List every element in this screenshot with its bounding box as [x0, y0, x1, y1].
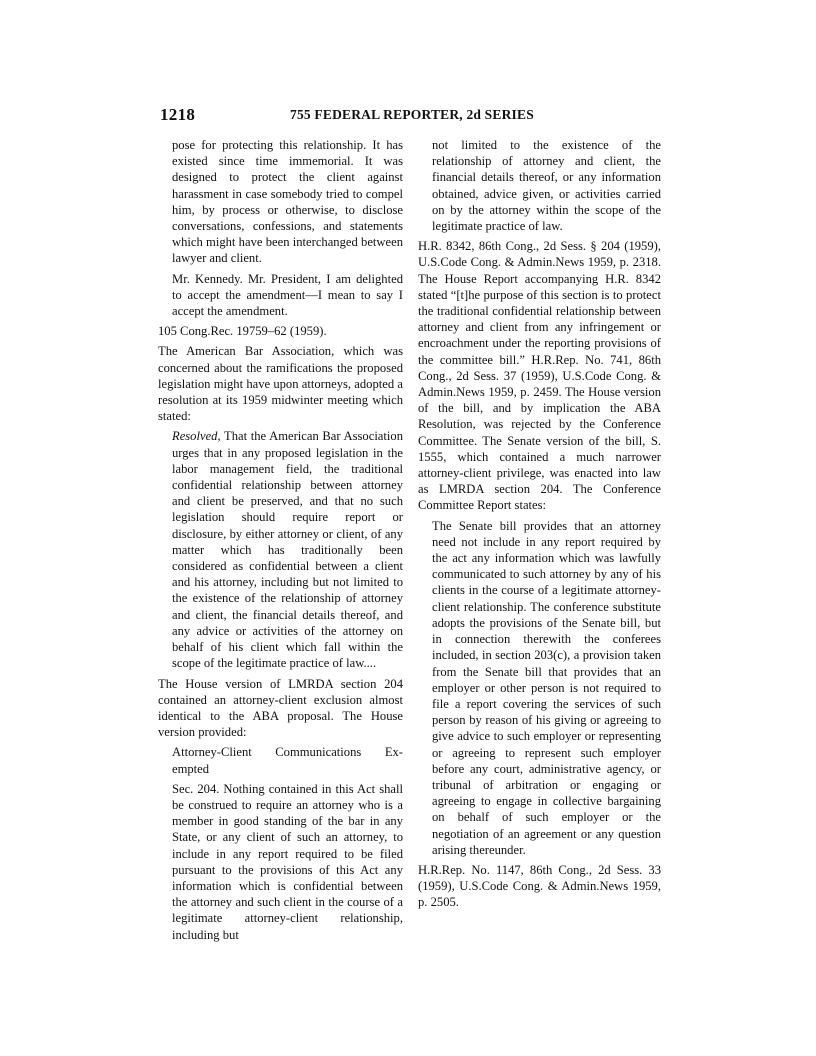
house-report-paragraph: H.R. 8342, 86th Cong., 2d Sess. § 204 (1959), U.S.Code Cong. & Admin.News 1959, p. 2318. The House Report accompanying H.R. 8342 stated “[t]he purpose of this section is to protect the traditional confidential relationship between attorney and client from any infringement or encroachment under the reporting provisions of the committee bill.” H.R.Rep. No. 741, 86th Cong., 2d Sess. 37 (1959), U.S.Code Cong. & Admin.News 1959, p. 2459. The House version of the bill, and by implication the ABA Resolution, was rejected by the Conference Committee. The Senate version of the bill, S. 1555, which contained a much narrower attorney-client privilege, was enacted into law as LMRDA section 204. The Conference Committee Report states: — [418, 239, 661, 513]
congressional-record-citation: 105 Cong.Rec. 19759–62 (1959). — [158, 324, 327, 339]
kennedy-remark: Mr. Kennedy. Mr. President, I am delighted to accept the amendment—I mean to say I accept the amendment. — [172, 271, 403, 319]
running-head: 755 FEDERAL REPORTER, 2d SERIES — [290, 107, 534, 122]
section-heading-word-1: Attorney-Client — [172, 745, 252, 760]
section-204-text-continued: not limited to the existence of the relationship of attorney and client, the financial details thereof, or any information obtained, advice given, or activities carried on by the attorney within the scope of the legitimate practice of law. — [432, 138, 661, 234]
quoted-senate-remark: pose for protecting this relationship. It has existed since time immemorial. It was designed to protect the client against harassment in case somebody tried to compel him, by process or otherwise, to disclose conversations, confessions, and statements which might have been interchanged between lawyer and client. — [172, 138, 403, 266]
section-heading-continued: empted — [172, 761, 210, 776]
section-heading-word-3: Ex- — [384, 745, 403, 760]
resolved-label: Resolved, — [172, 429, 221, 444]
section-heading-word-2: Communications — [275, 745, 362, 760]
page-number: 1218 — [160, 105, 196, 124]
section-heading — [158, 744, 403, 760]
conference-report-quote: The Senate bill provides that an attorney need not include in any report required by the act any information which was lawfully communicated to such attorney by any of his clients in the course of a legitimate attorney-client relationship. The conference substitute adopts the provisions of the Senate bill, but in connection therewith the conferees included, in section 203(c), a provision taken from the Senate bill that provides that an employer or other person is not required to file a report covering the services of such person by reason of his giving or agreeing to give advice to such employer or representing or agreeing to represent such employer before any court, administrative agency, or tribunal of arbitration or engaging or agreeing to engage in collective bargaining on behalf of such employer or the negotiation of an agreement or any question arising thereunder. — [432, 518, 661, 857]
aba-resolution — [158, 428, 403, 671]
aba-paragraph: The American Bar Association, which was concerned about the ramifications the proposed legislation might have upon attorneys, adopted a resolution at its 1959 midwinter meeting which stated: — [158, 344, 403, 424]
section-204-text: Sec. 204. Nothing contained in this Act shall be construed to require an attorney who is a member in good standing of the bar in any State, or any client of such an attorney, to include in any report required to be filed pursuant to the provisions of this Act any information which is confidential between the attorney and such client in the course of a legitimate attorney-client relationship, including but — [172, 781, 403, 942]
house-version-paragraph: The House version of LMRDA section 204 contained an attorney-client exclusion almost identical to the ABA proposal. The House version provided: — [158, 676, 403, 740]
resolution-text: That the American Bar Association urges that in any proposed legislation in the labor management field, the traditional confidential relationship between attorney and client be preserved, and that no such legislation should require report or disclosure, by either attorney or client, of any matter which has traditionally been considered as confidential between a client and his attorney, including but not limited to the existence of the relationship of attorney and client, the financial details thereof, and any advice or activities of the attorney on behalf of his client which fall within the scope of the legitimate practice of law.... — [172, 429, 403, 671]
conference-report-citation: H.R.Rep. No. 1147, 86th Cong., 2d Sess. 33 (1959), U.S.Code Cong. & Admin.News 1959, p. 2505. — [418, 862, 661, 910]
left-column — [158, 137, 403, 943]
right-column — [418, 137, 661, 915]
